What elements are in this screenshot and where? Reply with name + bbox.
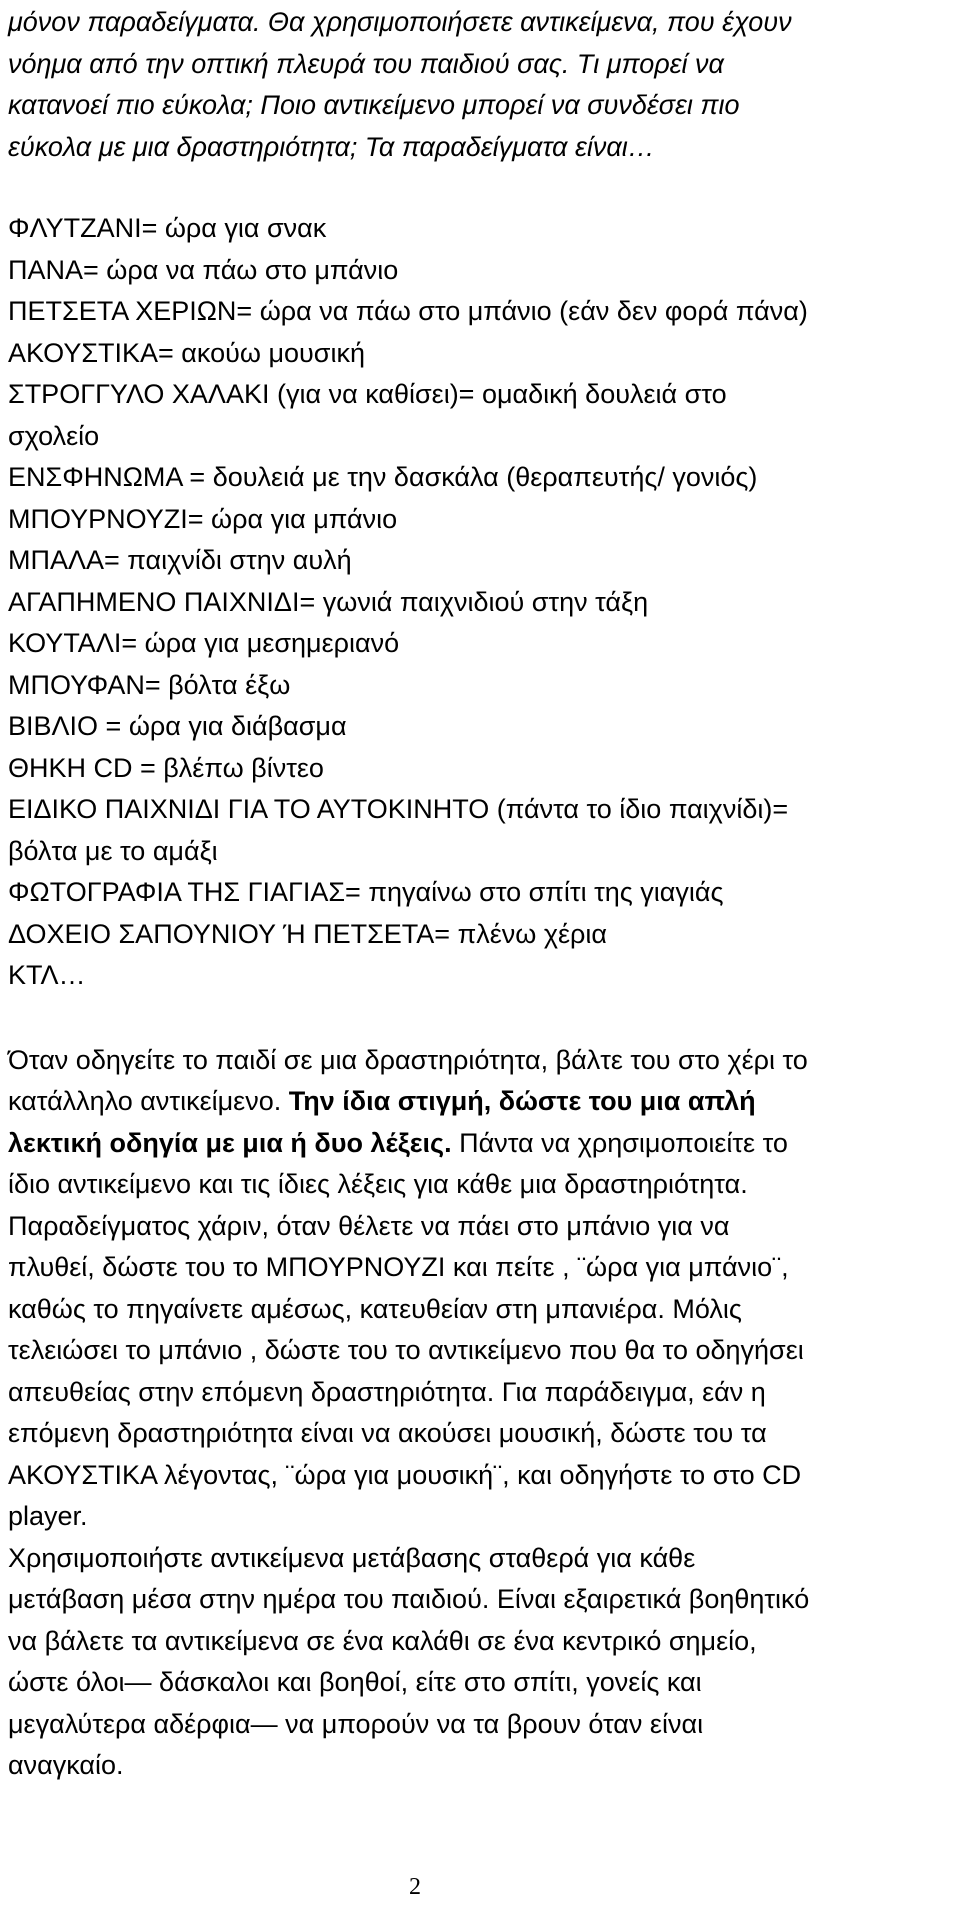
page-number: 2 bbox=[409, 1874, 421, 1900]
paragraph-line bbox=[8, 1081, 948, 1123]
paragraph-line: ώστε όλοι— δάσκαλοι και βοηθοί, είτε στο σπίτι, γονείς και bbox=[8, 1667, 702, 1697]
paragraph-line: Όταν οδηγείτε το παιδί σε μια δραστηριότητα, βάλτε του στο χέρι το bbox=[8, 1044, 808, 1075]
list-item: ΑΚΟΥΣΤΙΚΑ= ακούω μουσική bbox=[8, 337, 365, 368]
paragraph-line: μετάβαση μέσα στην ημέρα του παιδιού. Είναι εξαιρετικά βοηθητικό bbox=[8, 1584, 810, 1614]
list-item: ΕΙΔΙΚΟ ΠΑΙΧΝΙΔΙ ΓΙΑ ΤΟ ΑΥΤΟΚΙΝΗΤΟ (πάντα το ίδιο παιχνίδι)= bbox=[8, 794, 789, 824]
paragraph-line bbox=[8, 1123, 948, 1165]
paragraph-text: Πάντα να χρησιμοποιείτε το bbox=[451, 1127, 788, 1158]
list-item: ΜΠΟΥΦΑΝ= βόλτα έξω bbox=[8, 669, 291, 700]
paragraph-line: player. bbox=[8, 1501, 88, 1531]
list-item: ΣΤΡΟΓΓΥΛΟ ΧΑΛΑΚΙ (για να καθίσει)= ομαδική δουλειά στο bbox=[8, 379, 727, 409]
list-item: ΠΕΤΣΕΤΑ ΧΕΡΙΩΝ= ώρα να πάω στο μπάνιο (εάν δεν φορά πάνα) bbox=[8, 296, 808, 326]
list-item: ΔΟΧΕΙΟ ΣΑΠΟΥΝΙΟΥ Ή ΠΕΤΣΕΤΑ= πλένω χέρια bbox=[8, 918, 607, 949]
intro-line: μόνον παραδείγματα. Θα χρησιμοποιήσετε αντικείμενα, που έχουν bbox=[8, 7, 792, 37]
list-item: ΜΠΟΥΡΝΟΥΖΙ= ώρα για μπάνιο bbox=[8, 503, 398, 534]
instruction-paragraph bbox=[8, 1040, 948, 1538]
list-item: ΘΗΚΗ CD = βλέπω βίντεο bbox=[8, 752, 324, 783]
list-item: ΦΩΤΟΓΡΑΦΙΑ ΤΗΣ ΓΙΑΓΙΑΣ= πηγαίνω στο σπίτι της γιαγιάς bbox=[8, 877, 724, 907]
paragraph-line: αναγκαίο. bbox=[8, 1750, 124, 1780]
paragraph-line: απευθείας στην επόμενη δραστηριότητα. Για παράδειγμα, εάν η bbox=[8, 1376, 766, 1407]
bold-instruction: Την ίδια στιγμή, δώστε του μια απλή bbox=[288, 1086, 756, 1116]
paragraph-text: κατάλληλο αντικείμενο. bbox=[8, 1086, 289, 1116]
list-item: σχολείο bbox=[8, 420, 100, 451]
paragraph-line: να βάλετε τα αντικείμενα σε ένα καλάθι σε ένα κεντρικό σημείο, bbox=[8, 1625, 757, 1656]
intro-line: εύκολα με μια δραστηριότητα; Τα παραδείγματα είναι… bbox=[8, 131, 655, 162]
document-page bbox=[8, 0, 948, 1787]
list-item: ΚΟΥΤΑΛΙ= ώρα για μεσημεριανό bbox=[8, 628, 400, 658]
paragraph-line: Χρησιμοποιήστε αντικείμενα μετάβασης σταθερά για κάθε bbox=[8, 1542, 696, 1573]
list-item: βόλτα με το αμάξι bbox=[8, 835, 218, 866]
paragraph-line: Παραδείγματος χάριν, όταν θέλετε να πάει στο μπάνιο για να bbox=[8, 1210, 730, 1241]
intro-line: κατανοεί πιο εύκολα; Ποιο αντικείμενο μπορεί να συνδέσει πιο bbox=[8, 90, 740, 120]
list-item: ΑΓΑΠΗΜΕΝΟ ΠΑΙΧΝΙΔΙ= γωνιά παιχνιδιού στην τάξη bbox=[8, 586, 649, 617]
paragraph-line: τελειώσει το μπάνιο , δώστε του το αντικείμενο που θα το οδηγήσει bbox=[8, 1335, 804, 1365]
paragraph-line: πλυθεί, δώστε του το ΜΠΟΥΡΝΟΥΖΙ και πείτε , ¨ώρα για μπάνιο¨, bbox=[8, 1252, 789, 1282]
bold-instruction: λεκτική οδηγία με μια ή δυο λέξεις. bbox=[8, 1127, 452, 1158]
object-list bbox=[8, 208, 948, 997]
transition-paragraph bbox=[8, 1538, 948, 1787]
list-item: ΕΝΣΦΗΝΩΜΑ = δουλειά με την δασκάλα (θεραπευτής/ γονιός) bbox=[8, 462, 758, 492]
list-item: ΚΤΛ… bbox=[8, 960, 86, 990]
list-item: ΦΛΥΤΖΑΝΙ= ώρα για σνακ bbox=[8, 213, 327, 243]
paragraph-line: επόμενη δραστηριότητα είναι να ακούσει μουσική, δώστε του τα bbox=[8, 1418, 767, 1448]
list-item: ΜΠΑΛΑ= παιχνίδι στην αυλή bbox=[8, 545, 352, 575]
paragraph-line: μεγαλύτερα αδέρφια— να μπορούν να τα βρουν όταν είναι bbox=[8, 1708, 704, 1739]
list-item: ΠΑΝΑ= ώρα να πάω στο μπάνιο bbox=[8, 254, 399, 285]
intro-line: νόημα από την οπτική πλευρά του παιδιού σας. Τι μπορεί να bbox=[8, 48, 724, 79]
paragraph-line: καθώς το πηγαίνετε αμέσως, κατευθείαν στη μπανιέρα. Μόλις bbox=[8, 1293, 742, 1324]
paragraph-line: ίδιο αντικείμενο και τις ίδιες λέξεις για κάθε μια δραστηριότητα. bbox=[8, 1169, 748, 1199]
paragraph-line: ΑΚΟΥΣΤΙΚΑ λέγοντας, ¨ώρα για μουσική¨, και οδηγήστε το στο CD bbox=[8, 1459, 802, 1490]
list-item: ΒΙΒΛΙΟ = ώρα για διάβασμα bbox=[8, 711, 347, 741]
intro-paragraph bbox=[8, 2, 948, 168]
